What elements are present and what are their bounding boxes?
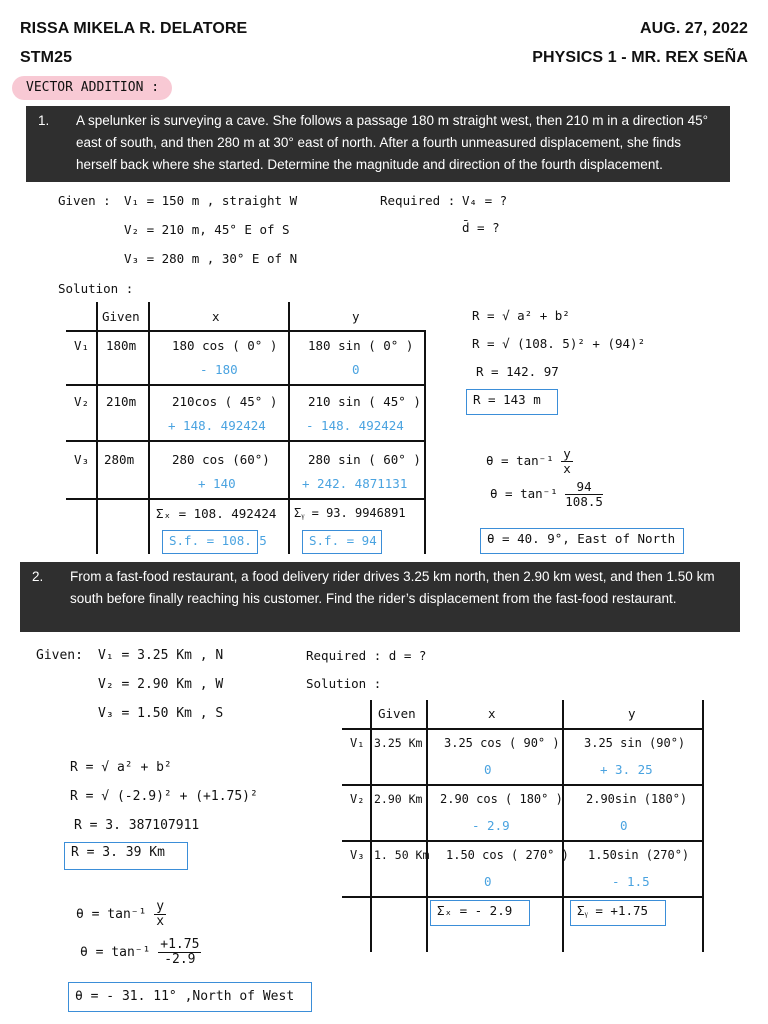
t1-r1-x-val: - 180 [200,362,238,377]
t2-r3-y-val: - 1.5 [612,874,650,889]
t1-r2-given: 210m [106,394,137,409]
t2-r3-x: 1.50 cos ( 270° ) [446,848,569,862]
t1-r1-x: 180 cos ( 0° ) [172,338,278,353]
a1-formula-den: x [563,461,571,476]
t2-sum-y-box: Σᵧ = +1.75 [570,900,666,926]
student-name: RISSA MIKELA R. DELATORE [20,20,248,37]
t1-r3-x: 280 cos (60°) [172,452,270,467]
required-1-line-2: d̄ = ? [462,220,500,235]
t2-r1-y: 3.25 sin (90°) [584,736,686,750]
given-1-line-3: V₃ = 280 m , 30° E of N [124,251,298,266]
a2-formula-num: y [156,899,165,914]
t2-r2-x-val: - 2.9 [472,818,510,833]
t1-r1-y-val: 0 [352,362,360,377]
t2-r2-x: 2.90 cos ( 180° ) [440,792,563,806]
t1-r1-y: 180 sin ( 0° ) [308,338,414,353]
t2-r3-y: 1.50sin (270°) [588,848,690,862]
a1-sub-fraction [565,480,603,509]
subject-label: PHYSICS 1 - MR. REX SEÑA [532,49,748,66]
t1-r3-y-val: + 242. 4871131 [302,476,408,491]
t2-col-rule-2 [426,700,428,952]
t1-header-rule [66,330,426,332]
given-2-line-1: V₁ = 3.25 Km , N [98,648,224,663]
r2-formula: R = √ a² + b² [70,760,172,775]
a1-sub-den: 108.5 [565,494,603,509]
t2-r2-y: 2.90sin (180°) [586,792,688,806]
t1-r2-v: V₂ [74,394,90,409]
t2-r3-v: V₃ [350,848,365,862]
a2-sub-fraction [158,938,201,967]
a2-formula-lhs: θ = tan⁻¹ [76,907,147,922]
r1-substitution: R = √ (108. 5)² + (94)² [472,336,646,351]
given-1-line-2: V₂ = 210 m, 45° E of S [124,222,290,237]
a2-formula-den: x [156,914,165,929]
t2-header-x: x [488,706,496,721]
t1-r3-y: 280 sin ( 60° ) [308,452,421,467]
t1-col-rule-2 [148,302,150,554]
section-label: STM25 [20,49,73,66]
t2-r3-given: 1. 50 Km [374,848,430,862]
topic-tag: VECTOR ADDITION : [12,76,172,100]
t2-r1-v: V₁ [350,736,365,750]
a1-final-box: θ = 40. 9°, East of North [480,528,684,554]
problem-2-text: From a fast-food restaurant, a food delivery rider drives 3.25 km north, then 2.90 km west, and then 1.50 km south before finally reaching his customer. Find the rider’s displacement from the fast-food restaurant. [70,569,715,606]
a2-sub-den: -2.9 [164,952,196,967]
a1-sub-num: 94 [565,480,603,495]
t2-sum-x-box: Σₓ = - 2.9 [430,900,530,926]
t1-r3-given: 280m [104,452,135,467]
a1-formula-fraction [561,447,573,476]
t1-row-rule-1 [66,384,426,386]
t1-row-rule-3 [66,498,426,500]
a1-formula-lhs: θ = tan⁻¹ [486,453,554,468]
problem-2-number: 2. [32,569,44,584]
solution-label-2: Solution : [306,676,382,691]
r1-final-box: R = 143 m [466,389,558,415]
t1-r2-x: 210cos ( 45° ) [172,394,278,409]
problem-1-number: 1. [38,113,50,128]
problem-2-box [20,562,740,632]
a1-sub-lhs: θ = tan⁻¹ [490,486,558,501]
t1-row-rule-2 [66,440,426,442]
t2-r1-x-val: 0 [484,762,492,777]
t1-r3-x-val: + 140 [198,476,236,491]
t1-r2-y-val: - 148. 492424 [306,418,404,433]
t2-col-rule-4 [702,700,704,952]
t1-r1-given: 180m [106,338,137,353]
t2-r3-x-val: 0 [484,874,492,889]
t2-r1-x: 3.25 cos ( 90° ) [444,736,560,750]
a2-formula-fraction [154,900,166,929]
t1-header-x: x [212,309,220,324]
t2-r2-y-val: 0 [620,818,628,833]
t1-r2-y: 210 sin ( 45° ) [308,394,421,409]
required-1-line-1: V₄ = ? [462,193,508,208]
a2-sub-lhs: θ = tan⁻¹ [80,945,151,960]
a1-substitution [490,480,603,509]
t2-r2-given: 2.90 Km [374,792,423,806]
a2-formula [76,900,166,929]
t2-r2-v: V₂ [350,792,365,806]
problem-1-box [26,106,730,182]
date-label: AUG. 27, 2022 [639,20,748,37]
given-2-line-2: V₂ = 2.90 Km , W [98,677,224,692]
t1-header-given: Given [102,309,140,324]
t2-col-rule-1 [370,700,372,952]
t1-r3-v: V₃ [74,452,90,467]
t1-sf-x-box: S.f. = 108. 5 [162,530,258,554]
a2-sub-num: +1.75 [160,937,200,952]
required-label-1: Required : [380,193,456,208]
t1-col-rule-3 [288,302,290,554]
t2-header-y: y [628,706,636,721]
given-1-line-1: V₁ = 150 m , straight W [124,193,298,208]
given-2-line-3: V₃ = 1.50 Km , S [98,706,224,721]
given-label-1: Given : [58,193,111,208]
t1-sf-y-box: S.f. = 94 [302,530,382,554]
t1-r1-v: V₁ [74,338,90,353]
r2-value: R = 3. 387107911 [74,818,200,833]
t2-header-rule [342,728,704,730]
t1-r2-x-val: + 148. 492424 [168,418,266,433]
t2-row-rule-1 [342,784,704,786]
r1-formula: R = √ a² + b² [472,308,570,323]
a2-substitution [80,938,201,967]
r2-substitution: R = √ (-2.9)² + (+1.75)² [70,789,258,804]
r1-value: R = 142. 97 [476,364,559,379]
solution-label-1: Solution : [58,281,134,296]
given-label-2: Given: [36,648,83,663]
a1-formula-num: y [563,446,571,461]
t2-row-rule-2 [342,840,704,842]
required-2: Required : d = ? [306,648,427,663]
t2-r1-y-val: + 3. 25 [600,762,653,777]
t2-header-given: Given [378,706,416,721]
t1-col-rule-4 [424,330,426,554]
t1-sum-y: Σᵧ = 93. 9946891 [294,506,406,520]
a2-final-box: θ = - 31. 11° ,North of West [68,982,312,1012]
t1-header-y: y [352,309,360,324]
a1-formula [486,447,573,476]
t1-sum-x: Σₓ = 108. 492424 [156,506,277,521]
t2-col-rule-3 [562,700,564,952]
t2-row-rule-3 [342,896,704,898]
problem-1-text: A spelunker is surveying a cave. She follows a passage 180 m straight west, then 210 m in a direction 45° east of south, and then 280 m at 30° east of north. After a fourth unmeasured displacement, she finds herself back where she started. Determine the magnitude and direction of the fourth displacement. [76,113,708,172]
r2-final-box: R = 3. 39 Km [64,842,188,870]
t2-r1-given: 3.25 Km [374,736,423,750]
t1-col-rule-1 [96,302,98,554]
